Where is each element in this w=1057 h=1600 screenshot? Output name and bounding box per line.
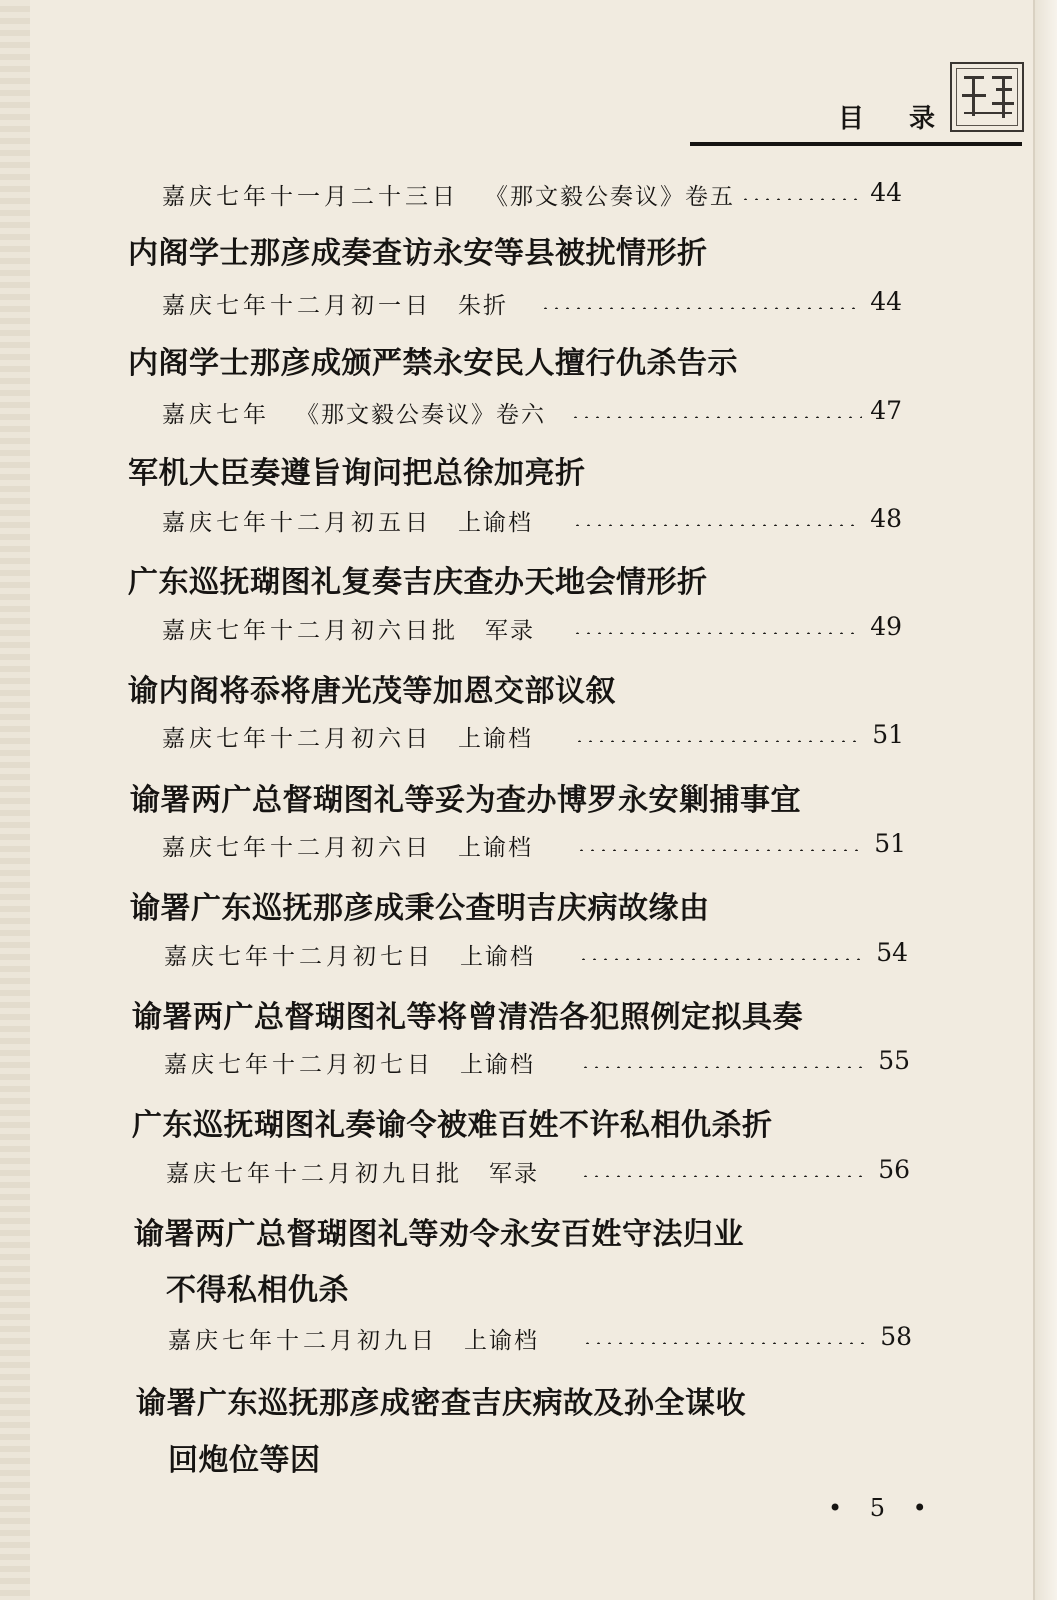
toc-entry-title[interactable]: 谕署两广总督瑚图礼等妥为查办博罗永安剿捕事宜 bbox=[130, 783, 801, 818]
toc-page-number[interactable]: 54 bbox=[876, 938, 908, 967]
toc-entry-meta: 嘉庆七年十一月二十三日 《那文毅公奏议》卷五 bbox=[162, 184, 735, 210]
leader-dots bbox=[580, 1175, 870, 1177]
toc-page-number[interactable]: 47 bbox=[870, 396, 902, 425]
toc-entry-meta: 嘉庆七年十二月初七日 上谕档 bbox=[164, 944, 535, 970]
page-number: • 5 • bbox=[828, 1494, 937, 1522]
toc-entry-title[interactable]: 谕内阁将忝将唐光茂等加恩交部议叙 bbox=[128, 674, 616, 709]
toc-entry-meta: 嘉庆七年十二月初一日 朱折 bbox=[162, 293, 508, 319]
toc-entry-title[interactable]: 广东巡抚瑚图礼复奏吉庆查办天地会情形折 bbox=[128, 565, 708, 600]
toc-page-number[interactable]: 49 bbox=[870, 612, 902, 641]
toc-page-number[interactable]: 48 bbox=[870, 504, 902, 533]
toc-entry-title[interactable]: 军机大臣奏遵旨询问把总徐加亮折 bbox=[128, 456, 586, 491]
toc-entry-meta: 嘉庆七年十二月初六日 上谕档 bbox=[162, 835, 533, 861]
toc-entry-title[interactable]: 谕署两广总督瑚图礼等将曾清浩各犯照例定拟具奏 bbox=[132, 1000, 803, 1035]
leader-dots bbox=[572, 524, 862, 526]
leader-dots bbox=[574, 740, 864, 742]
toc-entry-meta: 嘉庆七年十二月初六日批 军录 bbox=[162, 618, 535, 644]
toc-entry-title[interactable]: 谕署广东巡抚那彦成秉公查明吉庆病故缘由 bbox=[130, 891, 710, 926]
leader-dots bbox=[540, 307, 862, 309]
toc-page-number[interactable]: 58 bbox=[880, 1322, 912, 1351]
toc-entry-meta: 嘉庆七年十二月初六日 上谕档 bbox=[162, 726, 533, 752]
leader-dots bbox=[578, 958, 868, 960]
toc-entry-title[interactable]: 谕署两广总督瑚图礼等劝令永安百姓守法归业 bbox=[134, 1217, 744, 1252]
toc-entry-title[interactable]: 广东巡抚瑚图礼奏谕令被难百姓不许私相仇杀折 bbox=[132, 1108, 773, 1143]
leader-dots bbox=[570, 416, 862, 418]
toc-entry-title[interactable]: 内阁学士那彦成奏查访永安等县被扰情形折 bbox=[128, 236, 708, 271]
leader-dots bbox=[582, 1342, 872, 1344]
page-header-title: 目 录 bbox=[838, 104, 954, 134]
toc-entry-title-cont[interactable]: 回炮位等因 bbox=[168, 1443, 321, 1478]
toc-entry-meta: 嘉庆七年十二月初九日 上谕档 bbox=[168, 1328, 539, 1354]
toc-entry-meta: 嘉庆七年 《那文毅公奏议》卷六 bbox=[162, 402, 546, 428]
toc-entry-meta: 嘉庆七年十二月初九日批 军录 bbox=[166, 1161, 539, 1187]
toc-entry-title-cont[interactable]: 不得私相仇杀 bbox=[166, 1273, 349, 1308]
toc-entry-meta: 嘉庆七年十二月初七日 上谕档 bbox=[164, 1052, 535, 1078]
toc-entry-title[interactable]: 内阁学士那彦成颁严禁永安民人擅行仇杀告示 bbox=[128, 346, 738, 381]
toc-page-number[interactable]: 51 bbox=[872, 720, 904, 749]
toc-page-number[interactable]: 51 bbox=[874, 829, 906, 858]
toc-page-number[interactable]: 56 bbox=[878, 1155, 910, 1184]
leader-dots bbox=[576, 849, 866, 851]
toc-page-number[interactable]: 44 bbox=[870, 178, 902, 207]
toc-page-number[interactable]: 55 bbox=[878, 1046, 910, 1075]
toc-entry-meta: 嘉庆七年十二月初五日 上谕档 bbox=[162, 510, 533, 536]
leader-dots bbox=[572, 632, 862, 634]
toc-entry-title[interactable]: 谕署广东巡抚那彦成密查吉庆病故及孙全谋收 bbox=[136, 1386, 746, 1421]
leader-dots bbox=[580, 1066, 870, 1068]
toc-page-number[interactable]: 44 bbox=[870, 287, 902, 316]
